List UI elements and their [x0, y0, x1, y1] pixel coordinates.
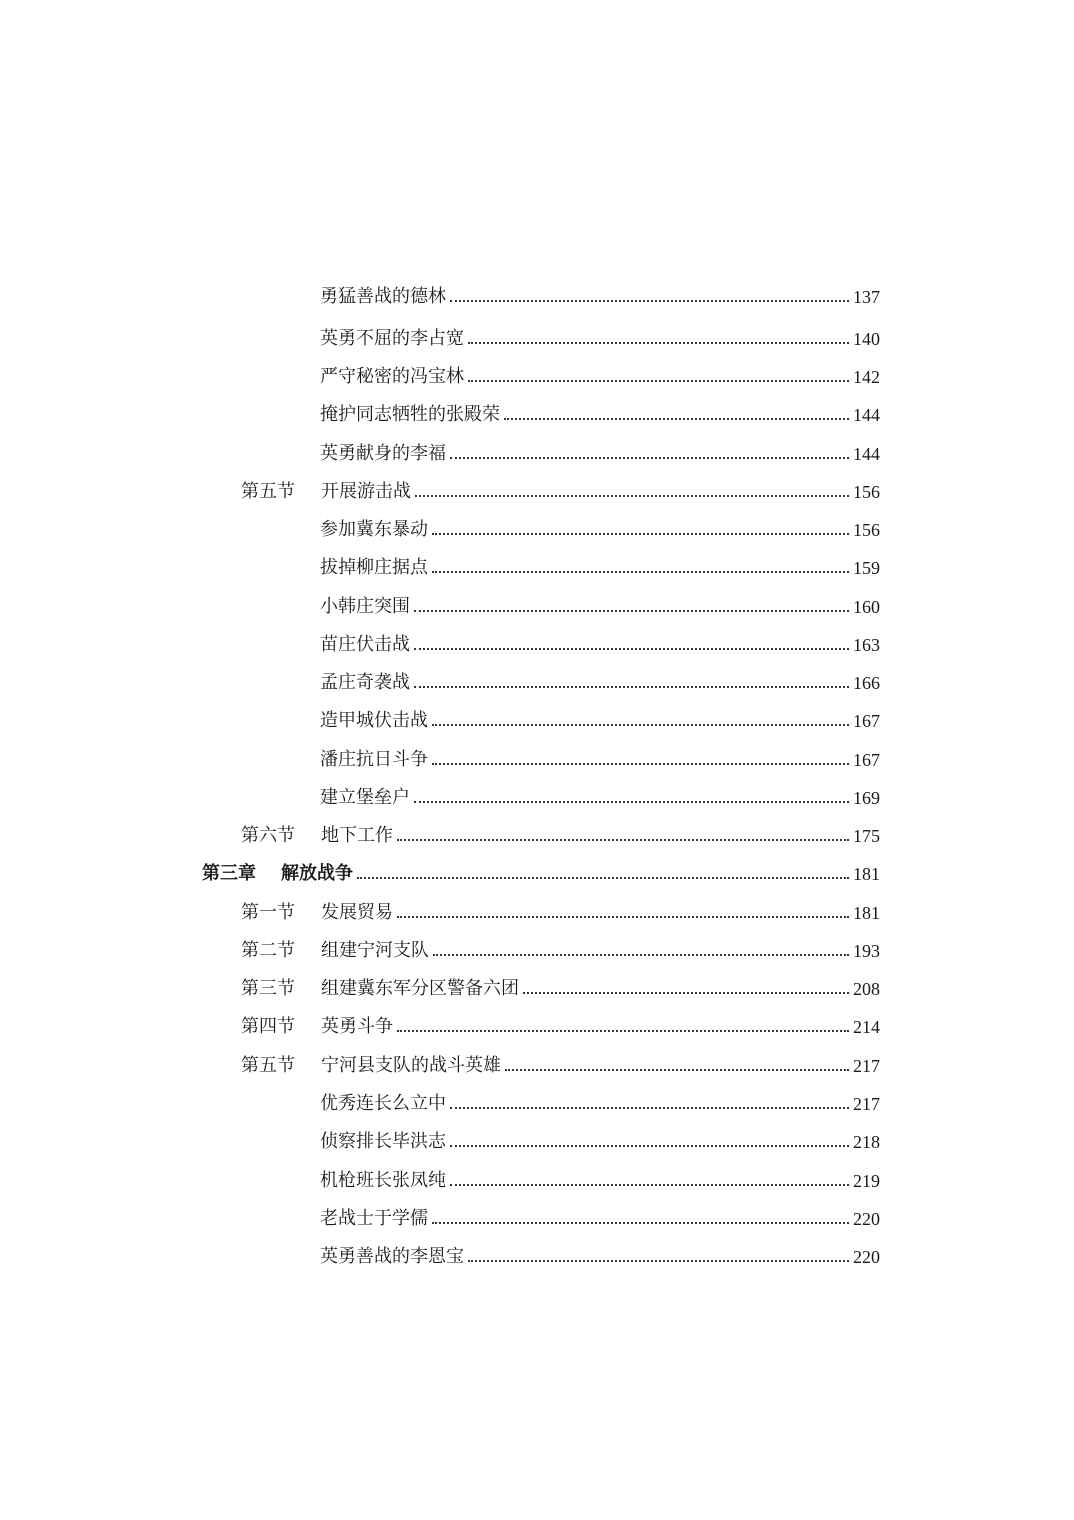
dot-leader: [468, 380, 849, 382]
toc-entry-page: 166: [853, 673, 880, 693]
toc-entry-title: 英勇斗争: [321, 1016, 393, 1037]
toc-section-entry: [241, 970, 880, 1000]
toc-entry: [320, 779, 880, 809]
toc-entry-page: 144: [853, 444, 880, 464]
toc-entry: [320, 511, 880, 541]
toc-entry-title: 建立堡垒户: [320, 787, 410, 808]
section-number: 第一节: [241, 902, 295, 923]
toc-entry-page: 181: [853, 903, 880, 923]
toc-entry-title: 拔掉柳庄据点: [320, 557, 428, 578]
dot-leader: [397, 916, 849, 918]
toc-entry-page: 220: [853, 1209, 880, 1229]
dot-leader: [414, 686, 849, 688]
toc-entry-page: 160: [853, 597, 880, 617]
dot-leader: [432, 763, 849, 765]
toc-entry-page: 208: [853, 979, 880, 999]
toc-entry-page: 144: [853, 405, 880, 425]
toc-entry-title: 苗庄伏击战: [320, 634, 410, 655]
dot-leader: [432, 724, 849, 726]
toc-entry: [320, 278, 880, 308]
toc-entry: [320, 1238, 880, 1268]
toc-entry-page: 218: [853, 1132, 880, 1152]
toc-section-entry: [241, 817, 880, 847]
toc-entry: [320, 626, 880, 656]
dot-leader: [432, 533, 849, 535]
toc-entry: [320, 320, 880, 350]
chapter-number: 第三章: [202, 863, 256, 884]
toc-entry-title: 发展贸易: [321, 902, 393, 923]
toc-entry-title: 优秀连长么立中: [320, 1093, 446, 1114]
toc-entry-page: 169: [853, 788, 880, 808]
dot-leader: [397, 839, 849, 841]
toc-entry-title: 解放战争: [281, 863, 353, 884]
dot-leader: [433, 954, 849, 956]
section-number: 第四节: [241, 1016, 295, 1037]
toc-chapter-entry: [202, 855, 880, 885]
dot-leader: [468, 1260, 849, 1262]
toc-entry-page: 156: [853, 482, 880, 502]
section-number: 第二节: [241, 940, 295, 961]
toc-entry-title: 组建冀东军分区警备六团: [321, 978, 519, 999]
dot-leader: [505, 1069, 849, 1071]
toc-entry: [320, 435, 880, 465]
toc-section-entry: [241, 932, 880, 962]
dot-leader: [468, 342, 849, 344]
toc-entry-page: 193: [853, 941, 880, 961]
dot-leader: [432, 1222, 849, 1224]
dot-leader: [450, 300, 849, 302]
toc-entry-title: 地下工作: [321, 825, 393, 846]
toc-entry: [320, 549, 880, 579]
toc-entry: [320, 702, 880, 732]
toc-entry-page: 137: [853, 287, 880, 307]
dot-leader: [357, 877, 849, 879]
toc-entry: [320, 741, 880, 771]
dot-leader: [415, 495, 849, 497]
toc-entry: [320, 1085, 880, 1115]
toc-entry-title: 宁河县支队的战斗英雄: [321, 1055, 501, 1076]
toc-entry-title: 掩护同志牺牲的张殿荣: [320, 404, 500, 425]
toc-entry-page: 214: [853, 1017, 880, 1037]
toc-section-entry: [241, 1008, 880, 1038]
toc-entry-page: 163: [853, 635, 880, 655]
dot-leader: [450, 1184, 849, 1186]
toc-entry-title: 老战士于学儒: [320, 1208, 428, 1229]
toc-entry-title: 潘庄抗日斗争: [320, 749, 428, 770]
toc-entry-page: 217: [853, 1056, 880, 1076]
dot-leader: [523, 992, 849, 994]
dot-leader: [432, 571, 849, 573]
toc-entry-title: 严守秘密的冯宝林: [320, 366, 464, 387]
toc-section-entry: [241, 894, 880, 924]
toc-entry-page: 220: [853, 1247, 880, 1267]
toc-entry: [320, 588, 880, 618]
section-number: 第六节: [241, 825, 295, 846]
dot-leader: [414, 801, 849, 803]
toc-entry-page: 142: [853, 367, 880, 387]
toc-entry-title: 孟庄奇袭战: [320, 672, 410, 693]
toc-entry: [320, 1123, 880, 1153]
toc-entry: [320, 664, 880, 694]
toc-entry-title: 组建宁河支队: [321, 940, 429, 961]
toc-entry-title: 侦察排长毕洪志: [320, 1131, 446, 1152]
dot-leader: [504, 418, 849, 420]
toc-entry-page: 175: [853, 826, 880, 846]
toc-entry: [320, 358, 880, 388]
dot-leader: [450, 457, 849, 459]
toc-section-entry: [241, 1047, 880, 1077]
toc-entry-page: 167: [853, 711, 880, 731]
toc-entry-page: 159: [853, 558, 880, 578]
toc-section-entry: [241, 473, 880, 503]
toc-entry: [320, 1200, 880, 1230]
toc-entry-page: 181: [853, 864, 880, 884]
toc-entry-title: 英勇不屈的李占宽: [320, 328, 464, 349]
toc-entry-title: 参加冀东暴动: [320, 519, 428, 540]
dot-leader: [414, 648, 849, 650]
toc-entry-title: 造甲城伏击战: [320, 710, 428, 731]
toc-entry-title: 勇猛善战的德林: [320, 286, 446, 307]
toc-entry: [320, 396, 880, 426]
toc-entry-title: 小韩庄突围: [320, 596, 410, 617]
dot-leader: [414, 610, 849, 612]
toc-entry-title: 英勇献身的李福: [320, 443, 446, 464]
toc-entry-title: 开展游击战: [321, 481, 411, 502]
dot-leader: [397, 1030, 849, 1032]
toc-entry-page: 140: [853, 329, 880, 349]
toc-entry-page: 217: [853, 1094, 880, 1114]
section-number: 第五节: [241, 1055, 295, 1076]
toc-entry-title: 英勇善战的李恩宝: [320, 1246, 464, 1267]
toc-entry: [320, 1162, 880, 1192]
section-number: 第三节: [241, 978, 295, 999]
dot-leader: [450, 1145, 849, 1147]
toc-entry-title: 机枪班长张凤纯: [320, 1170, 446, 1191]
toc-entry-page: 167: [853, 750, 880, 770]
section-number: 第五节: [241, 481, 295, 502]
dot-leader: [450, 1107, 849, 1109]
toc-entry-page: 219: [853, 1171, 880, 1191]
toc-entry-page: 156: [853, 520, 880, 540]
